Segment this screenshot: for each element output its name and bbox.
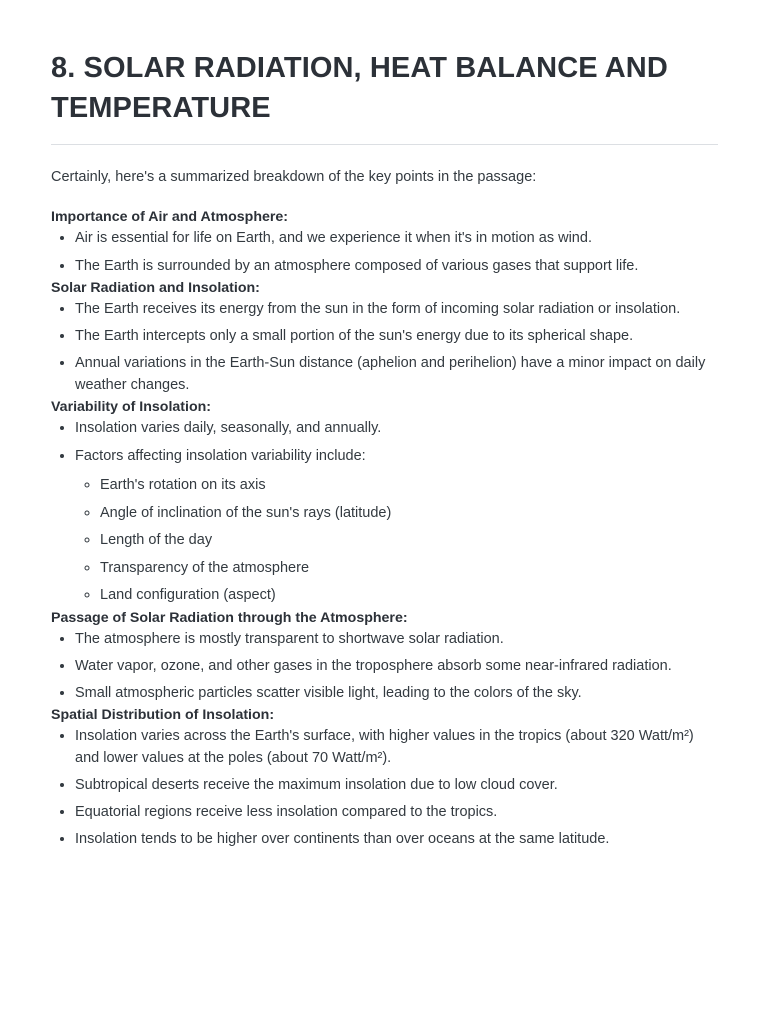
- factors-sublist: [75, 474, 718, 606]
- sublist-item: ◦ Transparency of the atmosphere: [100, 557, 718, 579]
- section-heading-passage: Passage of Solar Radiation through the Atmosphere:: [51, 610, 408, 626]
- list-item: • Water vapor, ozone, and other gases in the troposphere absorb some near-infrared radiation.: [75, 655, 718, 677]
- list-item: • Small atmospheric particles scatter visible light, leading to the colors of the sky.: [75, 682, 718, 704]
- list-item: • The Earth is surrounded by an atmosphere composed of various gases that support life.: [75, 255, 718, 277]
- page-title: 8. SOLAR RADIATION, HEAT BALANCE AND TEMPERATURE: [51, 52, 668, 124]
- sublist-item: ◦ Length of the day: [100, 529, 718, 551]
- section-heading-variability: Variability of Insolation:: [51, 399, 212, 415]
- list-item: • Annual variations in the Earth-Sun distance (aphelion and perihelion) have a minor impact on daily weather changes.: [75, 352, 718, 396]
- section-list-solar-radiation: [51, 298, 718, 396]
- list-item: • Insolation tends to be higher over continents than over oceans at the same latitude.: [75, 828, 718, 850]
- list-item: • Air is essential for life on Earth, and we experience it when it's in motion as wind.: [75, 227, 718, 249]
- sublist-item: ◦ Land configuration (aspect): [100, 584, 718, 606]
- list-item: • Equatorial regions receive less insolation compared to the tropics.: [75, 801, 718, 823]
- section-heading-spatial-distribution: Spatial Distribution of Insolation:: [51, 707, 275, 723]
- list-item: • Insolation varies daily, seasonally, and annually.: [75, 417, 718, 439]
- intro-paragraph: Certainly, here's a summarized breakdown of the key points in the passage:: [51, 169, 537, 185]
- section-list-spatial-distribution: [51, 725, 718, 850]
- section-list-passage: [51, 628, 718, 704]
- section-list-air-atmosphere: [51, 227, 718, 277]
- sublist-item: ◦ Angle of inclination of the sun's rays (latitude): [100, 502, 718, 524]
- list-item: • The Earth receives its energy from the sun in the form of incoming solar radiation or insolation.: [75, 298, 718, 320]
- list-item: • Insolation varies across the Earth's surface, with higher values in the tropics (about 320 Watt/m²) and lower values at the poles (about 70 Watt/m²).: [75, 725, 718, 769]
- section-heading-solar-radiation: Solar Radiation and Insolation:: [51, 280, 260, 296]
- title-divider: [51, 144, 718, 145]
- list-item: • The Earth intercepts only a small portion of the sun's energy due to its spherical shape.: [75, 325, 718, 347]
- list-item: • The atmosphere is mostly transparent to shortwave solar radiation.: [75, 628, 718, 650]
- list-item: • Subtropical deserts receive the maximum insolation due to low cloud cover.: [75, 774, 718, 796]
- section-heading-air-atmosphere: Importance of Air and Atmosphere:: [51, 209, 289, 225]
- list-item: [75, 445, 718, 606]
- list-item-text: Factors affecting insolation variability include:: [75, 448, 366, 464]
- section-list-variability: [51, 417, 718, 606]
- sublist-item: ◦ Earth's rotation on its axis: [100, 474, 718, 496]
